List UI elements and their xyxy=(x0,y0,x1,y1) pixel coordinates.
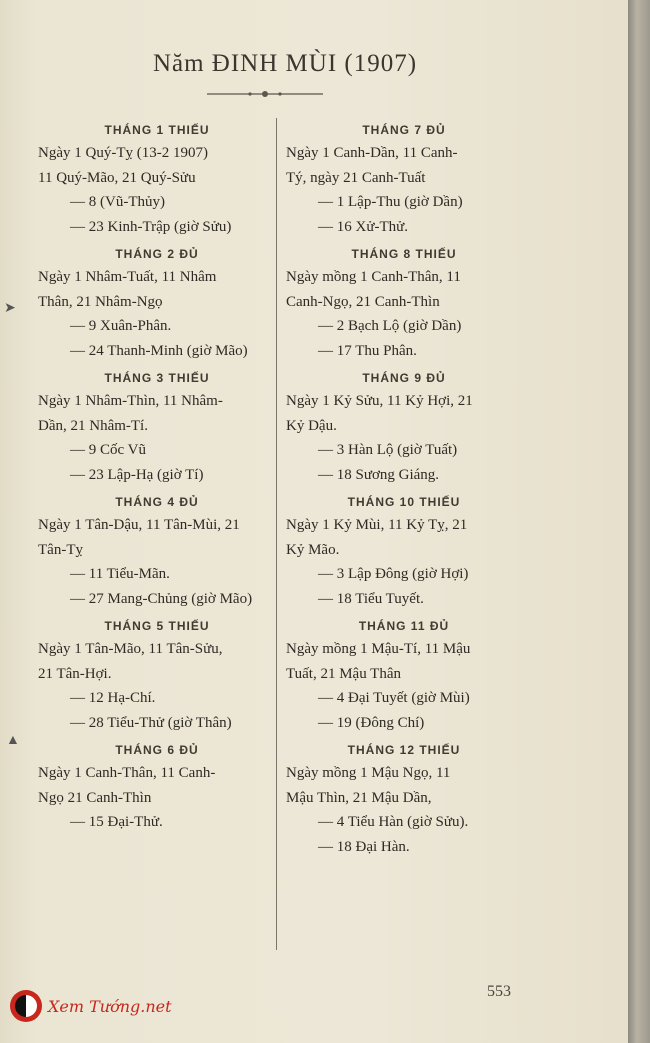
solar-term-line: — 18 Đại Hàn. xyxy=(318,838,410,855)
month-days-line: Canh-Ngọ, 21 Canh-Thìn xyxy=(286,293,440,310)
month-days-line: Ngày mồng 1 Canh-Thân, 11 xyxy=(286,269,461,285)
solar-term-line: — 9 Cốc Vũ xyxy=(70,442,146,458)
month-days-line: Ngày 1 Quý-Tỵ (13-2 1907) xyxy=(38,145,208,161)
solar-term-line: — 18 Tiểu Tuyết. xyxy=(318,590,424,607)
solar-term-line: — 27 Mang-Chủng (giờ Mão) xyxy=(70,590,253,607)
solar-term-line: — 8 (Vũ-Thủy) xyxy=(70,194,165,210)
month-days-line: Dần, 21 Nhâm-Tí. xyxy=(38,417,148,434)
solar-term-line: — 28 Tiểu-Thử (giờ Thân) xyxy=(70,714,232,731)
month-days-line: Tân-Tỵ xyxy=(38,541,83,558)
solar-term-line: — 4 Đại Tuyết (giờ Mùi) xyxy=(318,690,470,706)
month-days-line: Kỷ Dậu. xyxy=(286,417,337,434)
month-days-line: 11 Quý-Mão, 21 Quý-Sửu xyxy=(38,169,196,186)
left-column xyxy=(38,115,276,835)
solar-term-line: — 12 Hạ-Chí. xyxy=(70,690,156,706)
page-number: 553 xyxy=(487,983,511,1000)
column-divider xyxy=(276,118,277,950)
month-days-line: Ngày 1 Kỷ Mùi, 11 Kỷ Tỵ, 21 xyxy=(286,517,468,533)
solar-term-line: — 15 Đại-Thử. xyxy=(70,814,163,830)
watermark-text: Xem Tướng.net xyxy=(48,997,172,1016)
solar-term-line: — 11 Tiểu-Mãn. xyxy=(70,566,170,582)
month-days-line: Ngày 1 Nhâm-Tuất, 11 Nhâm xyxy=(38,269,217,285)
title-ornament xyxy=(205,88,325,100)
month-heading: THÁNG 4 ĐỦ xyxy=(115,495,199,509)
page-edge xyxy=(628,0,650,1043)
solar-term-line: — 17 Thu Phân. xyxy=(318,342,417,359)
month-days-line: Thân, 21 Nhâm-Ngọ xyxy=(38,293,163,310)
solar-term-line: — 3 Hàn Lộ (giờ Tuất) xyxy=(318,442,458,458)
month-days-line: Tuất, 21 Mậu Thân xyxy=(286,665,402,682)
margin-mark-icon: ▲ xyxy=(6,733,20,748)
solar-term-line: — 3 Lập Đông (giờ Hợi) xyxy=(318,566,469,582)
month-heading: THÁNG 1 THIẾU xyxy=(104,123,210,137)
month-days-line: Ngọ 21 Canh-Thìn xyxy=(38,789,152,806)
solar-term-line: — 23 Kinh-Trập (giờ Sửu) xyxy=(70,218,232,235)
month-days-line: Kỷ Mão. xyxy=(286,541,340,558)
solar-term-line: — 24 Thanh-Minh (giờ Mão) xyxy=(70,342,248,359)
month-days-line: Ngày 1 Canh-Dần, 11 Canh- xyxy=(286,145,458,161)
yin-yang-icon xyxy=(10,990,42,1022)
month-days-line: Ngày 1 Canh-Thân, 11 Canh- xyxy=(38,765,216,781)
month-heading: THÁNG 12 THIẾU xyxy=(347,743,461,757)
month-heading: THÁNG 9 ĐỦ xyxy=(362,371,446,385)
margin-mark-icon: ➤ xyxy=(4,301,16,316)
month-days-line: Ngày 1 Tân-Mão, 11 Tân-Sửu, xyxy=(38,641,223,657)
month-days-line: Tý, ngày 21 Canh-Tuất xyxy=(286,169,426,186)
month-heading: THÁNG 5 THIẾU xyxy=(104,619,210,633)
watermark xyxy=(10,990,185,1026)
month-heading: THÁNG 11 ĐỦ xyxy=(358,619,450,633)
month-days-line: Ngày 1 Kỷ Sửu, 11 Kỷ Hợi, 21 xyxy=(286,393,473,409)
month-days-line: Ngày 1 Nhâm-Thìn, 11 Nhâm- xyxy=(38,393,223,409)
solar-term-line: — 1 Lập-Thu (giờ Dần) xyxy=(318,194,463,210)
month-heading: THÁNG 8 THIẾU xyxy=(351,247,457,261)
solar-term-line: — 9 Xuân-Phân. xyxy=(70,318,172,334)
solar-term-line: — 19 (Đông Chí) xyxy=(318,714,425,731)
month-heading: THÁNG 3 THIẾU xyxy=(104,371,210,385)
solar-term-line: — 23 Lập-Hạ (giờ Tí) xyxy=(70,466,204,483)
month-days-line: Ngày mồng 1 Mậu Ngọ, 11 xyxy=(286,765,451,781)
right-column xyxy=(286,115,522,859)
month-heading: THÁNG 10 THIẾU xyxy=(347,495,461,509)
solar-term-line: — 16 Xử-Thử. xyxy=(318,218,408,235)
solar-term-line: — 2 Bạch Lộ (giờ Dần) xyxy=(318,318,462,334)
solar-term-line: — 18 Sương Giáng. xyxy=(318,466,440,483)
month-days-line: Ngày 1 Tân-Dậu, 11 Tân-Mùi, 21 xyxy=(38,517,240,533)
solar-term-line: — 4 Tiểu Hàn (giờ Sửu). xyxy=(318,814,469,830)
month-days-line: Ngày mồng 1 Mậu-Tí, 11 Mậu xyxy=(286,641,471,657)
month-days-line: 21 Tân-Hợi. xyxy=(38,665,112,682)
month-heading: THÁNG 2 ĐỦ xyxy=(115,247,199,261)
month-days-line: Mậu Thìn, 21 Mậu Dần, xyxy=(286,789,432,806)
month-heading: THÁNG 7 ĐỦ xyxy=(362,123,446,137)
month-heading: THÁNG 6 ĐỦ xyxy=(115,743,199,757)
page-title: Năm ĐINH MÙI (1907) xyxy=(152,50,418,77)
